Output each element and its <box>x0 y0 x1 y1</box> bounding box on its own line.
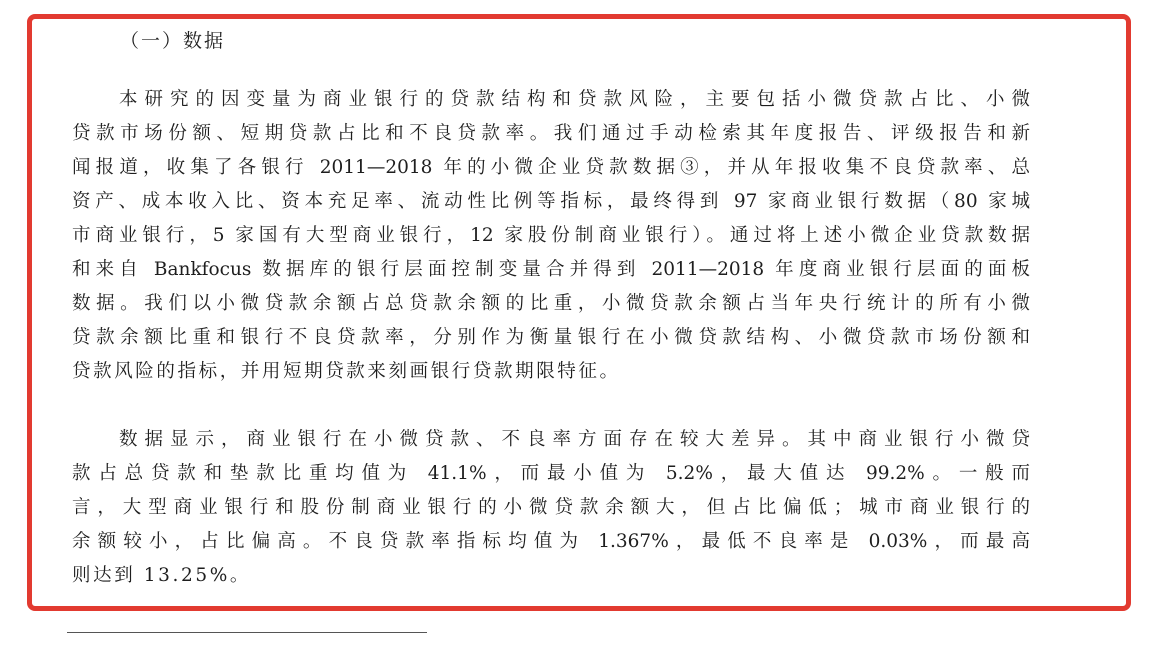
section-heading: （一）数据 <box>120 30 226 52</box>
paragraph-data-statistics <box>72 423 1030 593</box>
text-line: 贷款余额比重和银行不良贷款率，分别作为衡量银行在小微贷款结构、小微贷款市场份额和 <box>72 327 1030 348</box>
text-line: 资产、成本收入比、资本充足率、流动性比例等指标，最终得到 97 家商业银行数据（80 家城 <box>72 191 1030 212</box>
text-line: 贷款市场份额、短期贷款占比和不良贷款率。我们通过手动检索其年度报告、评级报告和新 <box>72 123 1030 144</box>
text-line: 和来自 Bankfocus 数据库的银行层面控制变量合并得到 2011—2018 年度商业银行层面的面板 <box>72 259 1030 280</box>
text-line: 本研究的因变量为商业银行的贷款结构和贷款风险，主要包括小微贷款占比、小微 <box>119 89 1030 110</box>
footnote-divider <box>67 632 427 633</box>
text-line: 数据显示，商业银行在小微贷款、不良率方面存在较大差异。其中商业银行小微贷 <box>119 429 1030 450</box>
text-line: 数据。我们以小微贷款余额占总贷款余额的比重，小微贷款余额占当年央行统计的所有小微 <box>72 293 1030 314</box>
text-line: 款占总贷款和垫款比重均值为 41.1%，而最小值为 5.2%，最大值达 99.2%。一般而 <box>72 463 1030 484</box>
text-line: 余额较小，占比偏高。不良贷款率指标均值为 1.367%，最低不良率是 0.03%，而最高 <box>72 531 1030 552</box>
text-line: 则达到 13.25%。 <box>72 565 252 586</box>
text-line: 言，大型商业银行和股份制商业银行的小微贷款余额大，但占比偏低；城市商业银行的 <box>72 497 1030 518</box>
text-line: 闻报道，收集了各银行 2011—2018 年的小微企业贷款数据③，并从年报收集不良贷款率、总 <box>72 157 1030 178</box>
text-line: 市商业银行，5 家国有大型商业银行，12 家股份制商业银行）。通过将上述小微企业贷款数据 <box>72 225 1030 246</box>
paragraph-data-description <box>72 83 1030 389</box>
text-line: 贷款风险的指标，并用短期贷款来刻画银行贷款期限特征。 <box>72 361 621 382</box>
